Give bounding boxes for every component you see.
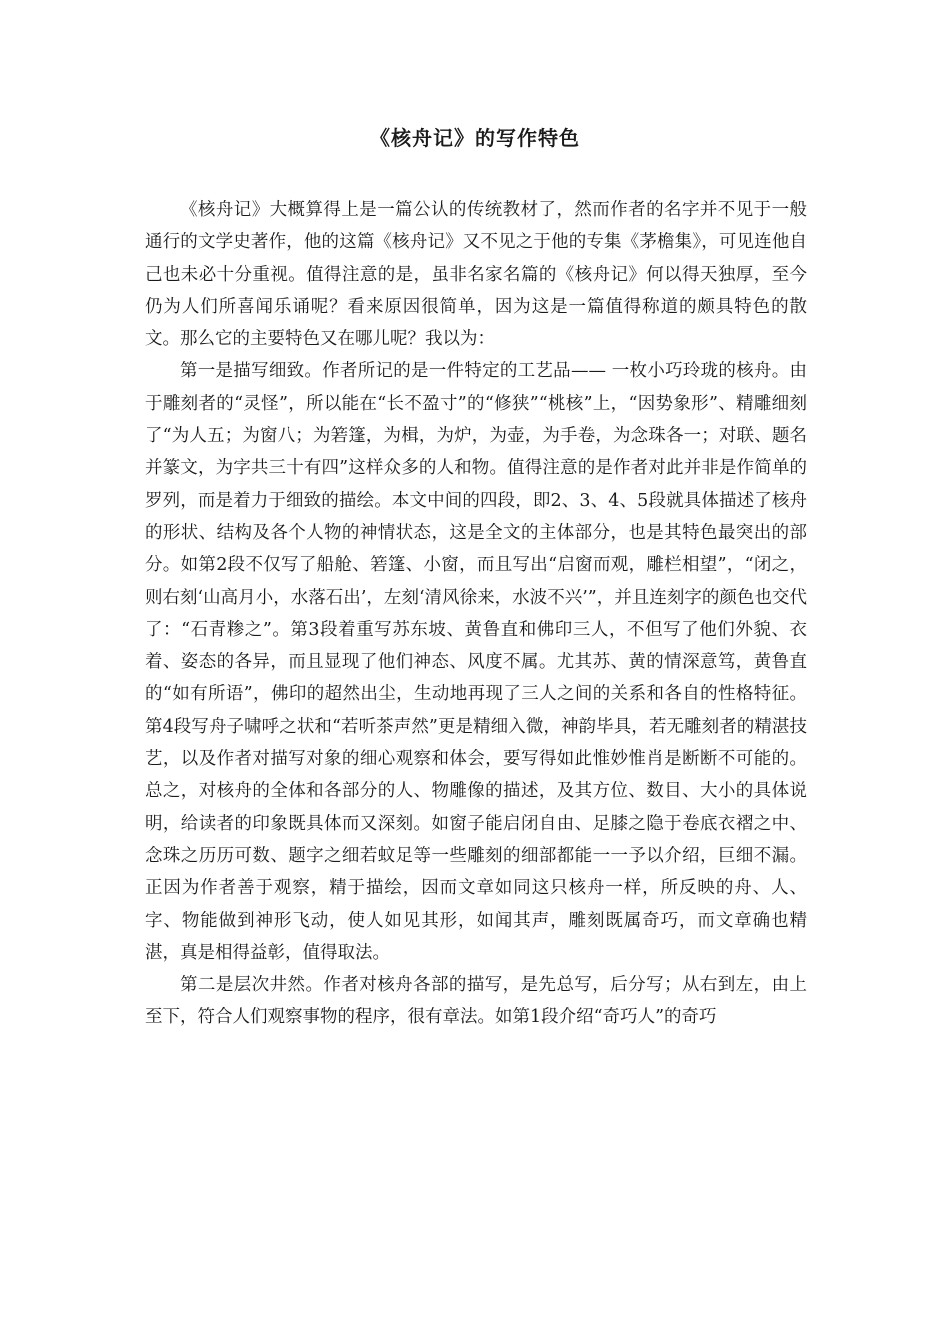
document-body: [145, 194, 807, 1034]
document-title: 《核舟记》的写作特色: [370, 126, 580, 150]
paragraph-intro: 《核舟记》大概算得上是一篇公认的传统教材了，然而作者的名字并不见于一般通行的文学史著作，他的这篇《核舟记》又不见之于他的专集《茅檐集》，可见连他自己也未必十分重视。值得注意的是，虽非名家名篇的《核舟记》何以得天独厚，至今仍为人们所喜闻乐诵呢？看来原因很简单，因为这是一篇值得称道的颇具特色的散文。那么它的主要特色又在哪儿呢？我以为：: [145, 200, 807, 350]
paragraph-detailed-description: 第一是描写细致。作者所记的是一件特定的工艺品—— 一枚小巧玲珑的核舟。由于雕刻者的“灵怪”，所以能在“长不盈寸”的“修狭”“桃核”上，“因势象形”、精雕细刻了“为人五；为窗八；为箬篷，为楫，为炉，为壶，为手卷，为念珠各一；对联、题名并篆文，为字共三十有四”这样众多的人和物。值得注意的是作者对此并非是作简单的罗列，而是着力于细致的描绘。本文中间的四段，即2、3、4、5段就具体描述了核舟的形状、结构及各个人物的神情状态，这是全文的主体部分，也是其特色最突出的部分。如第2段不仅写了船舱、箬篷、小窗，而且写出“启窗而观，雕栏相望”，“闭之，则右刻‘山高月小，水落石出’，左刻‘清风徐来，水波不兴’”，并且连刻字的颜色也交代了：“石青糁之”。第3段着重写苏东坡、黄鲁直和佛印三人，不但写了他们外貌、衣着、姿态的各异，而且显现了他们神态、风度不属。尤其苏、黄的情深意笃，黄鲁直的“如有所语”，佛印的超然出尘，生动地再现了三人之间的关系和各自的性格特征。第4段写舟子啸呼之状和“若听茶声然”更是精细入微，神韵毕具，若无雕刻者的精湛技艺，以及作者对描写对象的细心观察和体会，要写得如此惟妙惟肖是断断不可能的。总之，对核舟的全体和各部分的人、物雕像的描述，及其方位、数目、大小的具体说明，给读者的印象既具体而又深刻。如窗子能启闭自由、足膝之隐于卷底衣褶之中、念珠之历历可数、题字之细若蚊足等一些雕刻的细部都能一一予以介绍，巨细不漏。正因为作者善于观察，精于描绘，因而文章如同这只核舟一样，所反映的舟、人、字、物能做到神形飞动，使人如见其形，如闻其声，雕刻既属奇巧，而文章确也精湛，真是相得益彰，值得取法。: [145, 361, 807, 963]
paragraph-orderly-structure: 第二是层次井然。作者对核舟各部的描写，是先总写，后分写；从右到左，由上至下，符合人们观察事物的程序，很有章法。如第1段介绍“奇巧人”的奇巧: [145, 975, 807, 1028]
